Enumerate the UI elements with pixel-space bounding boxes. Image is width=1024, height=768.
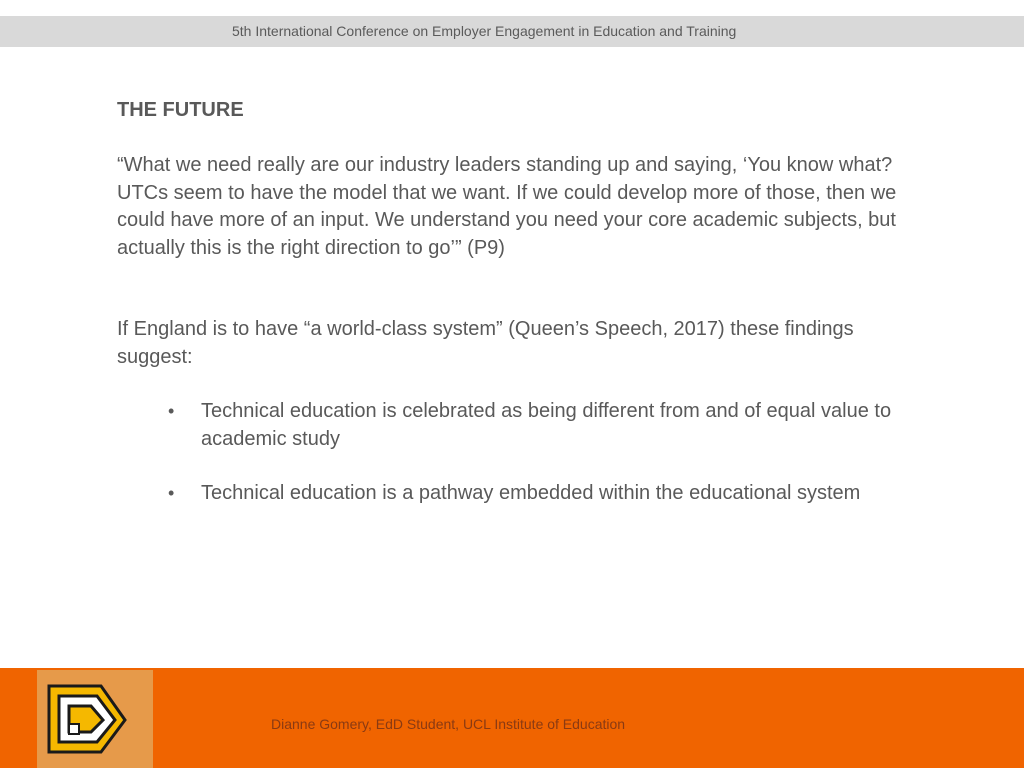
- slide-heading: THE FUTURE: [117, 99, 244, 121]
- conference-title: 5th International Conference on Employer Engagement in Education and Training: [232, 23, 737, 39]
- list-item-text: Technical education is a pathway embedded within the educational system: [201, 482, 861, 504]
- footer-bar: [0, 668, 1024, 768]
- logo: [37, 670, 153, 768]
- participant-quote: “What we need really are our industry leaders standing up and saying, ‘You know what? UTCs seem to have the model that we want. If we could develop more of those, then we could have more of an input. We understand you need your core academic subjects, but actually this is the right direction to go’” (P9): [117, 154, 897, 259]
- list-item-text: Technical education is celebrated as being different from and of equal value to academic study: [201, 400, 892, 450]
- author-credit: Dianne Gomery, EdD Student, UCL Institute of Education: [271, 716, 626, 732]
- list-item: [117, 398, 927, 453]
- edd-logo-icon: [47, 684, 127, 754]
- list-item: [117, 480, 927, 508]
- bullet-icon: •: [168, 483, 175, 503]
- slide-content: [117, 96, 927, 535]
- findings-intro: If England is to have “a world-class system” (Queen’s Speech, 2017) these findings suggest:: [117, 318, 854, 368]
- findings-list: [117, 398, 927, 508]
- bullet-icon: •: [168, 401, 175, 421]
- header-bar: [0, 16, 1024, 47]
